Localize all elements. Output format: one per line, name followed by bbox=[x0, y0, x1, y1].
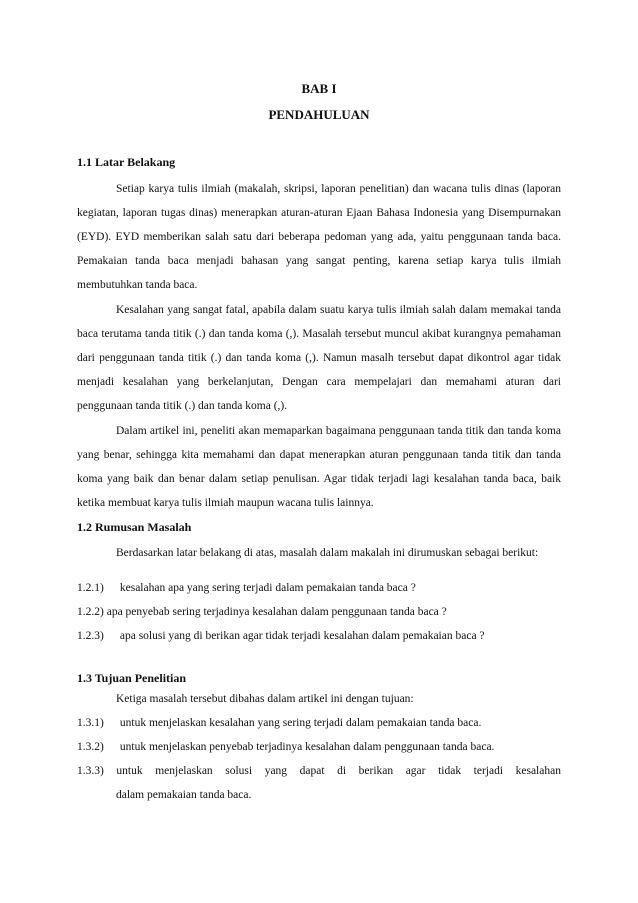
list-word: agar bbox=[405, 765, 426, 777]
list-item bbox=[77, 759, 561, 807]
chapter-label: BAB I bbox=[301, 81, 337, 96]
list-text-continuation: dalam pemakaian tanda baca. bbox=[116, 789, 252, 801]
list-number: 1.3.3) bbox=[77, 765, 104, 777]
list-text: untuk menjelaskan kesalahan yang sering terjadi dalam pemakaian tanda baca. bbox=[119, 717, 482, 729]
list-item bbox=[77, 606, 561, 618]
list-word: tidak bbox=[438, 765, 462, 777]
list-item bbox=[77, 717, 561, 729]
paragraph-latar-1: Setiap karya tulis ilmiah (makalah, skripsi, laporan penelitian) dan wacana tulis dinas (laporan kegiatan, laporan tugas dinas) menerapkan aturan-aturan Ejaan Bahasa Indonesia yang Disempurnakan (EYD). EYD memberikan salah satu dari beberapa pedoman yang ada, yaitu penggunaan tanda baca. Pemakaian tanda baca menjadi bahasan yang sangat penting, karena setiap karya tulis ilmiah membutuhkan tanda baca. bbox=[77, 183, 561, 292]
section-heading-tujuan-penelitian: 1.3 Tujuan Penelitian bbox=[77, 671, 187, 685]
section-heading-rumusan-masalah: 1.2 Rumusan Masalah bbox=[77, 520, 192, 534]
paragraph-latar-3: Dalam artikel ini, peneliti akan memaparkan bagaimana penggunaan tanda titik dan tanda koma yang benar, sehingga kita memahami dan dapat menerapkan aturan penggunaan tanda titik dan tanda koma yang baik dan benar dalam setiap penulisan. Agar tidak terjadi lagi kesalahan tanda baca, baik ketika membuat karya tulis ilmiah maupun wacana tulis lainnya. bbox=[77, 425, 561, 510]
list-word: di bbox=[337, 765, 347, 777]
list-word: untuk bbox=[116, 765, 143, 777]
list-word: dapat bbox=[299, 765, 325, 777]
list-number: 1.2.1) bbox=[77, 582, 104, 594]
paragraph-rumusan-intro: Berdasarkan latar belakang di atas, masalah dalam makalah ini dirumuskan sebagai berikut: bbox=[116, 547, 539, 559]
list-number: 1.3.1) bbox=[77, 717, 104, 729]
list-number: 1.2.2) bbox=[77, 606, 104, 618]
list-text: untuk menjelaskan penyebab terjadinya kesalahan dalam penggunaan tanda baca. bbox=[119, 741, 495, 753]
list-item bbox=[77, 630, 561, 642]
list-text: apa penyebab sering terjadinya kesalahan dalam penggunaan tanda baca ? bbox=[106, 606, 447, 618]
list-text: kesalahan apa yang sering terjadi dalam pemakaian tanda baca ? bbox=[119, 582, 416, 594]
chapter-title: PENDAHULUAN bbox=[268, 107, 370, 122]
list-text: apa solusi yang di berikan agar tidak terjadi kesalahan dalam pemakaian baca ? bbox=[119, 630, 485, 642]
paragraph-latar-2: Kesalahan yang sangat fatal, apabila dalam suatu karya tulis ilmiah salah dalam memakai tanda baca terutama tanda titik (.) dan tanda koma (,). Masalah tersebut muncul akibat kurangnya pemahaman dari penggunaan tanda titik (.) dan tanda koma (,). Namun masalh tersebut dapat dikontrol agar tidak menjadi kesalahan yang berkelanjutan, Dengan cara mempelajari dan memahami aturan dari penggunaan tanda titik (.) dan tanda koma (,). bbox=[77, 304, 561, 413]
list-word: kesalahan bbox=[515, 765, 561, 777]
list-item bbox=[77, 582, 561, 594]
list-item bbox=[77, 741, 561, 753]
list-word: menjelaskan bbox=[155, 765, 213, 777]
list-word: berikan bbox=[358, 765, 394, 777]
list-number: 1.2.3) bbox=[77, 630, 104, 642]
paragraph-tujuan-intro: Ketiga masalah tersebut dibahas dalam artikel ini dengan tujuan: bbox=[116, 693, 414, 705]
section-heading-latar-belakang: 1.1 Latar Belakang bbox=[77, 155, 176, 169]
list-item-line bbox=[77, 759, 561, 783]
list-number: 1.3.2) bbox=[77, 741, 104, 753]
list-word: solusi bbox=[225, 765, 253, 777]
list-word: yang bbox=[264, 765, 288, 777]
list-word: terjadi bbox=[473, 765, 504, 777]
